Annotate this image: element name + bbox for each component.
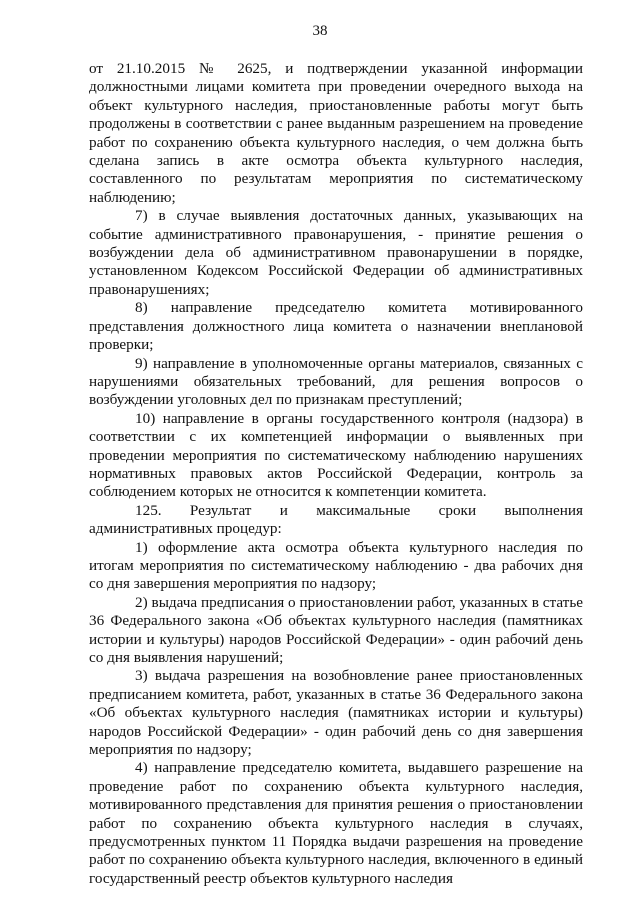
paragraph-result-4: 4) направление председателю комитета, выдавшего разрешение на проведение работ по сохранению объекта культурного наследия, мотивированного представления для принятия решения о приостановлении работ по сохранению объекта культурного наследия в случаях, предусмотренных пунктом 11 Порядка выдачи разрешения на проведение работ по сохранению объекта культурного наследия, включенного в единый государственный реестр объектов культурного наследия <box>89 759 583 887</box>
paragraph-clause-125: 125. Результат и максимальные сроки выполнения административных процедур: <box>89 501 583 538</box>
paragraph-item-9: 9) направление в уполномоченные органы материалов, связанных с нарушениями обязательных требований, для решения вопросов о возбуждении уголовных дел по признакам преступлений; <box>89 354 583 409</box>
paragraph-result-2: 2) выдача предписания о приостановлении работ, указанных в статье 36 Федерального закона «Об объектах культурного наследия (памятниках истории и культуры) народов Российской Федерации» - один рабочий день со дня выявления нарушений; <box>89 593 583 666</box>
paragraph-item-7: 7) в случае выявления достаточных данных, указывающих на событие административного правонарушения, - принятие решения о возбуждении дела об административном правонарушении в порядке, установленном Кодексом Российской Федерации об административных правонарушениях; <box>89 207 583 298</box>
page-number: 38 <box>312 23 328 39</box>
paragraph-result-1: 1) оформление акта осмотра объекта культурного наследия по итогам мероприятия по систематическому наблюдению - два рабочих дня со дня завершения мероприятия по надзору; <box>89 538 583 593</box>
paragraph-continuation: от 21.10.2015 № 2625, и подтверждении указанной информации должностными лицами комитета при проведении очередного выхода на объект культурного наследия, приостановленные работы могут быть продолжены в соответствии с ранее выданным разрешением на проведение работ по сохранению объекта культурного наследия, о чем должна быть сделана запись в акте осмотра объекта культурного наследия, составленного по результатам мероприятия по систематическому наблюдению; <box>89 60 583 206</box>
paragraph-item-8: 8) направление председателю комитета мотивированного представления должностного лица комитета о назначении внеплановой проверки; <box>89 299 583 354</box>
document-body <box>89 60 583 888</box>
paragraph-item-10: 10) направление в органы государственного контроля (надзора) в соответствии с их компетенцией информации о выявленных при проведении мероприятия по систематическому наблюдению нарушениях нормативных правовых актов Российской Федерации, контроль за соблюдением которых не относится к компетенции комитета. <box>89 409 583 501</box>
paragraph-result-3: 3) выдача разрешения на возобновление ранее приостановленных предписанием комитета, работ, указанных в статье 36 Федерального закона «Об объектах культурного наследия (памятниках истории и культуры) народов Российской Федерации» - один рабочий день со дня завершения мероприятия по надзору; <box>89 667 583 759</box>
